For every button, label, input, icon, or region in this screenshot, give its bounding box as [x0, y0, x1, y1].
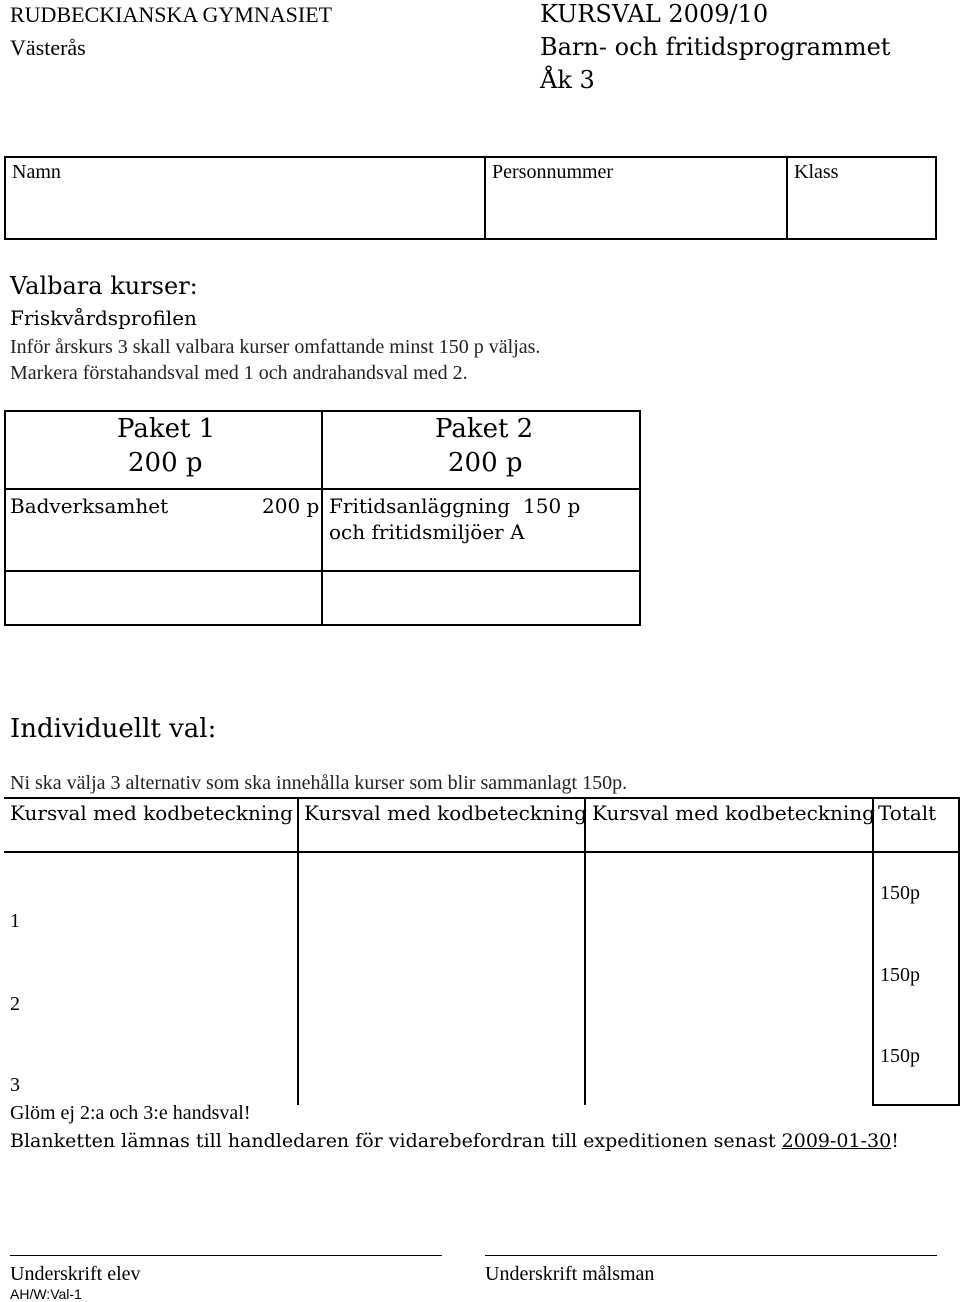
signature-line-guardian[interactable]: [485, 1255, 937, 1256]
divider: [872, 797, 874, 1105]
divider: [4, 488, 641, 490]
column-header: Totalt: [878, 801, 937, 825]
row-number: 2: [10, 993, 20, 1015]
submit-text: Blanketten lämnas till handledaren för vidarebefordran till expeditionen senast: [10, 1130, 782, 1152]
row-number: 3: [10, 1074, 20, 1096]
city: Västerås: [10, 35, 86, 60]
divider: [584, 797, 586, 1105]
paket-2-points: 200 p: [448, 448, 523, 478]
paket-2-course-points: 150 p: [523, 494, 581, 518]
row-total: 150p: [880, 1045, 920, 1067]
paket-1-course: Badverksamhet: [10, 494, 169, 518]
instruction-text: Markera förstahandsval med 1 och andrahandsval med 2.: [10, 362, 468, 384]
form-code: AH/W:Val-1: [10, 1286, 82, 1302]
personnummer-label: Personnummer: [492, 161, 614, 183]
divider: [872, 1104, 960, 1106]
sign-guardian-label: Underskrift målsman: [485, 1263, 655, 1285]
signature-line-student[interactable]: [10, 1255, 442, 1256]
page-title: KURSVAL 2009/10: [540, 0, 769, 28]
divider: [786, 156, 788, 240]
paket-2-choice-cell[interactable]: [323, 572, 639, 624]
profile-name: Friskvårdsprofilen: [10, 306, 197, 330]
paket-1-course-points: 200 p: [262, 494, 320, 518]
paket-2-title: Paket 2: [435, 414, 534, 444]
school-name: RUDBECKIANSKA GYMNASIET: [10, 2, 333, 27]
course-choice-cell[interactable]: [30, 856, 295, 936]
divider: [297, 797, 299, 1105]
paket-2-course: Fritidsanläggning: [329, 494, 511, 518]
course-choice-cell[interactable]: [587, 856, 870, 936]
column-header: Kursval med kodbeteckning: [304, 801, 587, 825]
deadline-date: 2009-01-30: [781, 1130, 892, 1152]
paket-1-points: 200 p: [128, 448, 203, 478]
instruction-text: Inför årskurs 3 skall valbara kurser omfattande minst 150 p väljas.: [10, 336, 541, 358]
sign-student-label: Underskrift elev: [10, 1263, 141, 1285]
program-name: Barn- och fritidsprogrammet: [540, 33, 891, 61]
individuellt-instruction: Ni ska välja 3 alternativ som ska innehålla kurser som blir sammanlagt 150p.: [10, 772, 628, 794]
divider: [4, 797, 959, 799]
paket-1-choice-cell[interactable]: [6, 572, 319, 624]
column-header: Kursval med kodbeteckning: [10, 801, 293, 825]
divider: [484, 156, 486, 240]
class-label: Klass: [794, 161, 839, 183]
row-total: 150p: [880, 964, 920, 986]
exclamation: !: [891, 1130, 899, 1152]
name-label: Namn: [12, 161, 61, 183]
year-level: Åk 3: [540, 66, 595, 94]
row-total: 150p: [880, 882, 920, 904]
course-choice-cell[interactable]: [300, 856, 582, 936]
valbara-heading: Valbara kurser:: [10, 272, 198, 300]
row-number: 1: [10, 910, 20, 932]
individuellt-heading: Individuellt val:: [10, 714, 217, 744]
divider: [4, 851, 959, 853]
paket-2-course-line2: och fritidsmiljöer A: [329, 520, 525, 544]
paket-1-title: Paket 1: [117, 414, 216, 444]
reminder-text: Glöm ej 2:a och 3:e handsval!: [10, 1102, 251, 1124]
column-header: Kursval med kodbeteckning: [592, 801, 875, 825]
submit-instruction: [10, 1130, 899, 1152]
